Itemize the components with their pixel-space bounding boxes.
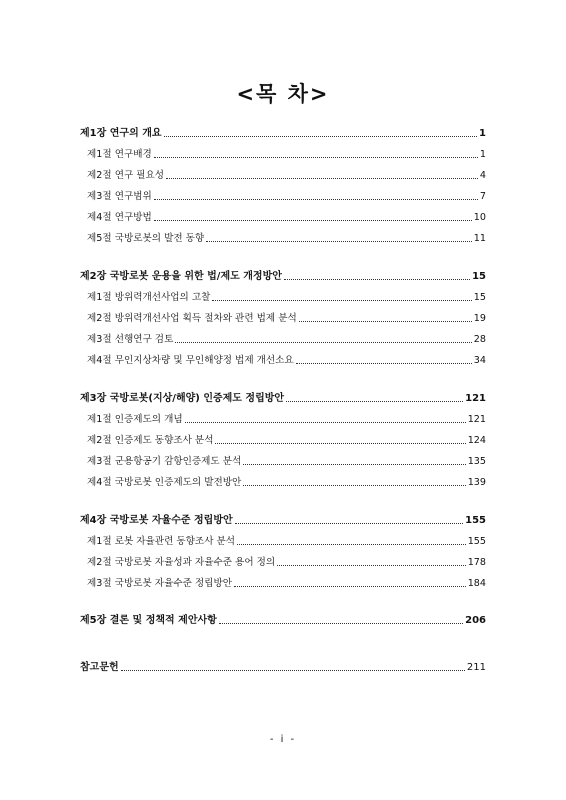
section-page: 4 <box>479 170 486 181</box>
section-page: 10 <box>473 212 486 223</box>
toc-section[interactable] <box>80 573 486 594</box>
section-page: 34 <box>473 355 486 366</box>
section-label: 제4절 무인지상차량 및 무인해양정 법제 개선소요 <box>87 355 294 366</box>
toc-section[interactable] <box>80 472 486 493</box>
section-page: 19 <box>473 313 486 324</box>
chapter-label: 제2장 국방로봇 운용을 위한 법/제도 개정방안 <box>80 271 282 282</box>
spacer <box>80 631 486 658</box>
section-label: 제3절 국방로봇 자율수준 정립방안 <box>87 578 232 589</box>
references-page: 211 <box>466 662 486 673</box>
toc-section[interactable] <box>80 186 486 207</box>
dot-leader <box>154 198 478 200</box>
section-page: 7 <box>479 191 486 202</box>
dot-leader <box>286 400 463 402</box>
section-page: 139 <box>467 477 486 488</box>
section-label: 제1절 로봇 자율관련 동향조사 분석 <box>87 536 236 547</box>
section-page: 124 <box>467 435 486 446</box>
section-label: 제3절 선행연구 검토 <box>87 334 174 345</box>
chapter-page: 121 <box>465 393 486 404</box>
section-label: 제4절 국방로봇 인증제도의 발전방안 <box>87 477 242 488</box>
spacer <box>80 371 486 389</box>
toc-section[interactable] <box>80 308 486 329</box>
toc-section[interactable] <box>80 228 486 249</box>
toc-section[interactable] <box>80 451 486 472</box>
section-label: 제2절 연구 필요성 <box>87 170 165 181</box>
toc-section[interactable] <box>80 531 486 552</box>
toc-section[interactable] <box>80 552 486 573</box>
section-page: 121 <box>467 414 486 425</box>
section-page: 1 <box>479 149 486 160</box>
spacer <box>80 493 486 511</box>
dot-leader <box>234 585 466 587</box>
section-label: 제2절 인증제도 동향조사 분석 <box>87 435 214 446</box>
dot-leader <box>237 543 466 545</box>
chapter-page: 15 <box>472 271 486 282</box>
section-page: 178 <box>467 557 486 568</box>
toc-section[interactable] <box>80 144 486 165</box>
page-number-footer: - i - <box>269 734 297 745</box>
dot-leader <box>121 669 465 671</box>
section-label: 제4절 연구방법 <box>87 212 152 223</box>
toc-section[interactable] <box>80 329 486 350</box>
toc-section[interactable] <box>80 430 486 451</box>
dot-leader <box>175 341 471 343</box>
dot-leader <box>296 362 472 364</box>
chapter-label: 제3장 국방로봇(지상/해양) 인증제도 정립방안 <box>80 393 285 404</box>
section-label: 제2절 국방로봇 자율성과 자율수준 용어 정의 <box>87 557 276 568</box>
toc-section[interactable] <box>80 409 486 430</box>
section-page: 184 <box>467 578 486 589</box>
table-of-contents <box>80 124 486 678</box>
section-page: 28 <box>473 334 486 345</box>
section-label: 제3절 연구범위 <box>87 191 152 202</box>
toc-references[interactable] <box>80 658 486 678</box>
section-page: 155 <box>467 536 486 547</box>
toc-chapter-2[interactable] <box>80 267 486 287</box>
section-label: 제1절 연구배경 <box>87 149 152 160</box>
page-title: <목 차> <box>236 82 330 106</box>
dot-leader <box>219 622 463 624</box>
dot-leader <box>212 299 471 301</box>
dot-leader <box>166 177 478 179</box>
section-label: 제1절 방위력개선사업의 고찰 <box>87 292 211 303</box>
section-label: 제2절 방위력개선사업 획득 절차와 관련 법제 분석 <box>87 313 297 324</box>
toc-section[interactable] <box>80 287 486 308</box>
dot-leader <box>277 564 466 566</box>
chapter-label: 제1장 연구의 개요 <box>80 128 162 139</box>
chapter-label: 제5장 결론 및 정책적 제안사항 <box>80 615 217 626</box>
dot-leader <box>154 219 472 221</box>
section-label: 제1절 인증제도의 개념 <box>87 414 183 425</box>
chapter-label: 제4장 국방로봇 자율수준 정립방안 <box>80 515 233 526</box>
toc-section[interactable] <box>80 350 486 371</box>
dot-leader <box>299 320 472 322</box>
dot-leader <box>154 156 478 158</box>
section-page: 11 <box>473 233 486 244</box>
dot-leader <box>243 463 465 465</box>
toc-chapter-1[interactable] <box>80 124 486 144</box>
dot-leader <box>284 278 470 280</box>
chapter-page: 1 <box>479 128 486 139</box>
toc-section[interactable] <box>80 207 486 228</box>
spacer <box>80 594 486 611</box>
references-label: 참고문헌 <box>80 662 119 673</box>
dot-leader <box>164 135 477 137</box>
section-page: 15 <box>473 292 486 303</box>
section-label: 제5절 국방로봇의 발전 동향 <box>87 233 205 244</box>
dot-leader <box>185 421 466 423</box>
toc-chapter-5[interactable] <box>80 611 486 631</box>
section-page: 135 <box>467 456 486 467</box>
dot-leader <box>215 442 465 444</box>
dot-leader <box>206 240 472 242</box>
dot-leader <box>235 522 463 524</box>
dot-leader <box>243 484 465 486</box>
chapter-page: 206 <box>465 615 486 626</box>
toc-chapter-4[interactable] <box>80 511 486 531</box>
toc-chapter-3[interactable] <box>80 389 486 409</box>
chapter-page: 155 <box>465 515 486 526</box>
spacer <box>80 249 486 267</box>
toc-section[interactable] <box>80 165 486 186</box>
section-label: 제3절 군용항공기 감항인증제도 분석 <box>87 456 242 467</box>
